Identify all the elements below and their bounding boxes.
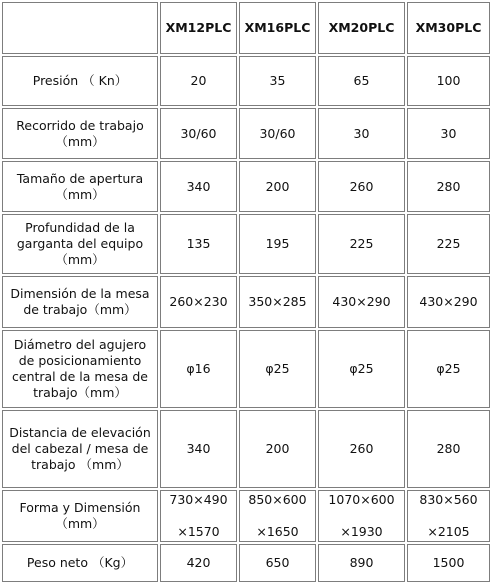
value-cell: 420 (160, 544, 237, 582)
value-cell: 30/60 (160, 108, 237, 159)
value-cell: 100 (407, 56, 490, 106)
dimension-value: 730×490 (169, 492, 228, 507)
dimension-value: ×1930 (340, 524, 383, 539)
value-cell: 340 (160, 161, 237, 212)
table-row (2, 214, 490, 274)
row-label: Presión （ Kn） (2, 56, 158, 106)
value-cell: 225 (318, 214, 405, 274)
row-label: Diámetro del agujero de posicionamiento central de la mesa de trabajo（mm） (2, 330, 158, 408)
table-row (2, 410, 490, 488)
row-label: Distancia de elevación del cabezal / mesa de trabajo （mm） (2, 410, 158, 488)
dimension-value: 1070×600 (328, 492, 395, 507)
value-cell: 225 (407, 214, 490, 274)
row-label: Profundidad de la garganta del equipo（mm） (2, 214, 158, 274)
value-cell: φ25 (239, 330, 316, 408)
value-cell (318, 490, 405, 542)
model-header: XM30PLC (407, 2, 490, 54)
dimension-value: 850×600 (248, 492, 307, 507)
corner-cell (2, 2, 158, 54)
dimension-value: ×1570 (177, 524, 220, 539)
value-cell: 650 (239, 544, 316, 582)
table-row (2, 161, 490, 212)
value-cell: 20 (160, 56, 237, 106)
dimension-value: ×1650 (256, 524, 299, 539)
value-cell: 30 (407, 108, 490, 159)
value-cell: 260×230 (160, 276, 237, 328)
value-cell: 200 (239, 161, 316, 212)
model-header: XM12PLC (160, 2, 237, 54)
table-row (2, 330, 490, 408)
table-row (2, 544, 490, 582)
model-header: XM16PLC (239, 2, 316, 54)
value-cell: 65 (318, 56, 405, 106)
value-cell: 35 (239, 56, 316, 106)
value-cell: 135 (160, 214, 237, 274)
value-cell (407, 490, 490, 542)
value-cell: 30/60 (239, 108, 316, 159)
value-cell: φ25 (407, 330, 490, 408)
value-cell (160, 490, 237, 542)
row-label: Tamaño de apertura （mm） (2, 161, 158, 212)
value-cell: 280 (407, 410, 490, 488)
value-cell: φ16 (160, 330, 237, 408)
dimension-value: ×2105 (427, 524, 470, 539)
value-cell: φ25 (318, 330, 405, 408)
value-cell: 195 (239, 214, 316, 274)
row-label: Peso neto （Kg） (2, 544, 158, 582)
table-row (2, 56, 490, 106)
model-header: XM20PLC (318, 2, 405, 54)
value-cell: 260 (318, 161, 405, 212)
table-row (2, 276, 490, 328)
value-cell: 350×285 (239, 276, 316, 328)
dimension-value: 830×560 (419, 492, 478, 507)
value-cell: 260 (318, 410, 405, 488)
value-cell (239, 490, 316, 542)
value-cell: 340 (160, 410, 237, 488)
value-cell: 1500 (407, 544, 490, 582)
value-cell: 430×290 (407, 276, 490, 328)
table-row (2, 490, 490, 542)
value-cell: 280 (407, 161, 490, 212)
row-label: Forma y Dimensión（mm） (2, 490, 158, 542)
value-cell: 30 (318, 108, 405, 159)
value-cell: 200 (239, 410, 316, 488)
header-row (2, 2, 490, 54)
value-cell: 890 (318, 544, 405, 582)
value-cell: 430×290 (318, 276, 405, 328)
row-label: Dimensión de la mesa de trabajo（mm） (2, 276, 158, 328)
row-label: Recorrido de trabajo（mm） (2, 108, 158, 159)
table-row (2, 108, 490, 159)
